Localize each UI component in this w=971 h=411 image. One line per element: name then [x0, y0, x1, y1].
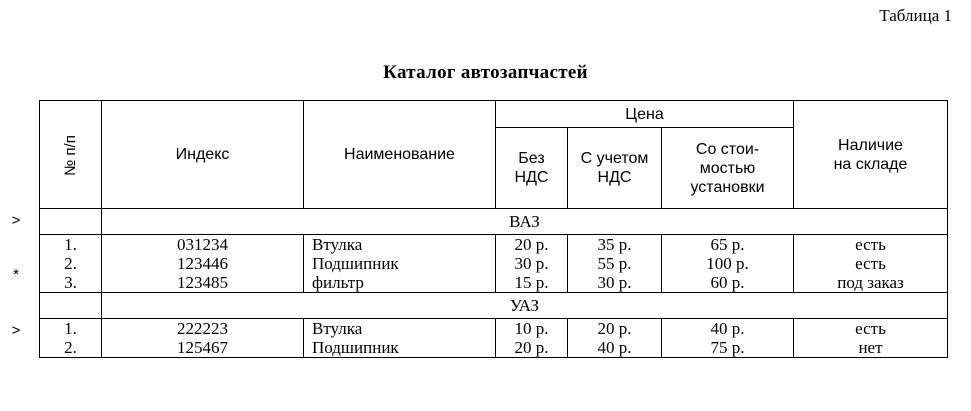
cell-name: фильтр — [304, 273, 496, 293]
cell-price-vat: 35 р. — [568, 235, 662, 255]
group-num-cell — [40, 209, 102, 235]
cell-name: Втулка — [304, 235, 496, 255]
header-price: Цена — [496, 101, 794, 128]
header-row-top — [40, 101, 948, 128]
cell-num: 1. — [40, 235, 102, 255]
cell-name: Втулка — [304, 319, 496, 339]
header-num-label: № п/п — [61, 134, 79, 176]
cell-num: 2. — [40, 338, 102, 358]
cell-price-install: 65 р. — [662, 235, 794, 255]
cell-index: 123485 — [102, 273, 304, 293]
cell-price-install: 40 р. — [662, 319, 794, 339]
header-stock-line1: Наличие — [838, 136, 903, 154]
header-num — [40, 101, 102, 209]
header-price-no-vat-line2: НДС — [514, 169, 549, 186]
cell-price: 10 р. — [496, 319, 568, 339]
header-stock — [794, 101, 948, 209]
cell-price-vat: 55 р. — [568, 254, 662, 273]
cell-price-vat: 40 р. — [568, 338, 662, 358]
cell-stock: нет — [794, 338, 948, 358]
cell-index: 031234 — [102, 235, 304, 255]
header-index: Индекс — [102, 101, 304, 209]
header-price-vat-line2: НДС — [597, 169, 632, 186]
group-name: УАЗ — [102, 293, 948, 319]
cell-price-vat: 20 р. — [568, 319, 662, 339]
cell-num: 3. — [40, 273, 102, 293]
cell-index: 123446 — [102, 254, 304, 273]
table-row — [40, 254, 948, 273]
header-price-install — [662, 128, 794, 209]
header-stock-line2: на складе — [833, 155, 908, 173]
cell-price: 30 р. — [496, 254, 568, 273]
cell-num: 1. — [40, 319, 102, 339]
header-price-install-line1: Со стои- — [695, 140, 760, 158]
header-price-no-vat — [496, 128, 568, 209]
header-price-no-vat-line1: Без — [518, 150, 545, 167]
cell-price-install: 75 р. — [662, 338, 794, 358]
cell-stock: есть — [794, 235, 948, 255]
cell-price: 20 р. — [496, 338, 568, 358]
cell-stock: под заказ — [794, 273, 948, 293]
header-price-vat — [568, 128, 662, 209]
catalog-table — [39, 100, 948, 358]
table-row — [40, 338, 948, 358]
group-marker-uaz: > — [11, 322, 21, 339]
cell-price-vat: 30 р. — [568, 273, 662, 293]
table-number: Таблица 1 — [879, 6, 952, 25]
group-num-cell — [40, 293, 102, 319]
header-price-install-line3: установки — [690, 178, 765, 196]
cell-price: 15 р. — [496, 273, 568, 293]
table-row — [40, 273, 948, 293]
cell-stock: есть — [794, 319, 948, 339]
cell-name: Подшипник — [304, 254, 496, 273]
cell-name: Подшипник — [304, 338, 496, 358]
cell-price-install: 60 р. — [662, 273, 794, 293]
table-row — [40, 319, 948, 339]
group-row-vaz — [40, 209, 948, 235]
cell-index: 125467 — [102, 338, 304, 358]
current-row-marker: * — [13, 266, 19, 283]
group-name: ВАЗ — [102, 209, 948, 235]
cell-num: 2. — [40, 254, 102, 273]
header-price-install-line2: мостью — [699, 159, 756, 177]
table-row — [40, 235, 948, 255]
cell-stock: есть — [794, 254, 948, 273]
page-title: Каталог автозапчастей — [383, 62, 588, 83]
cell-index: 222223 — [102, 319, 304, 339]
group-marker-vaz: > — [11, 212, 21, 229]
group-row-uaz — [40, 293, 948, 319]
cell-price-install: 100 р. — [662, 254, 794, 273]
cell-price: 20 р. — [496, 235, 568, 255]
header-name: Наименование — [304, 101, 496, 209]
header-price-vat-line1: С учетом — [580, 150, 649, 167]
